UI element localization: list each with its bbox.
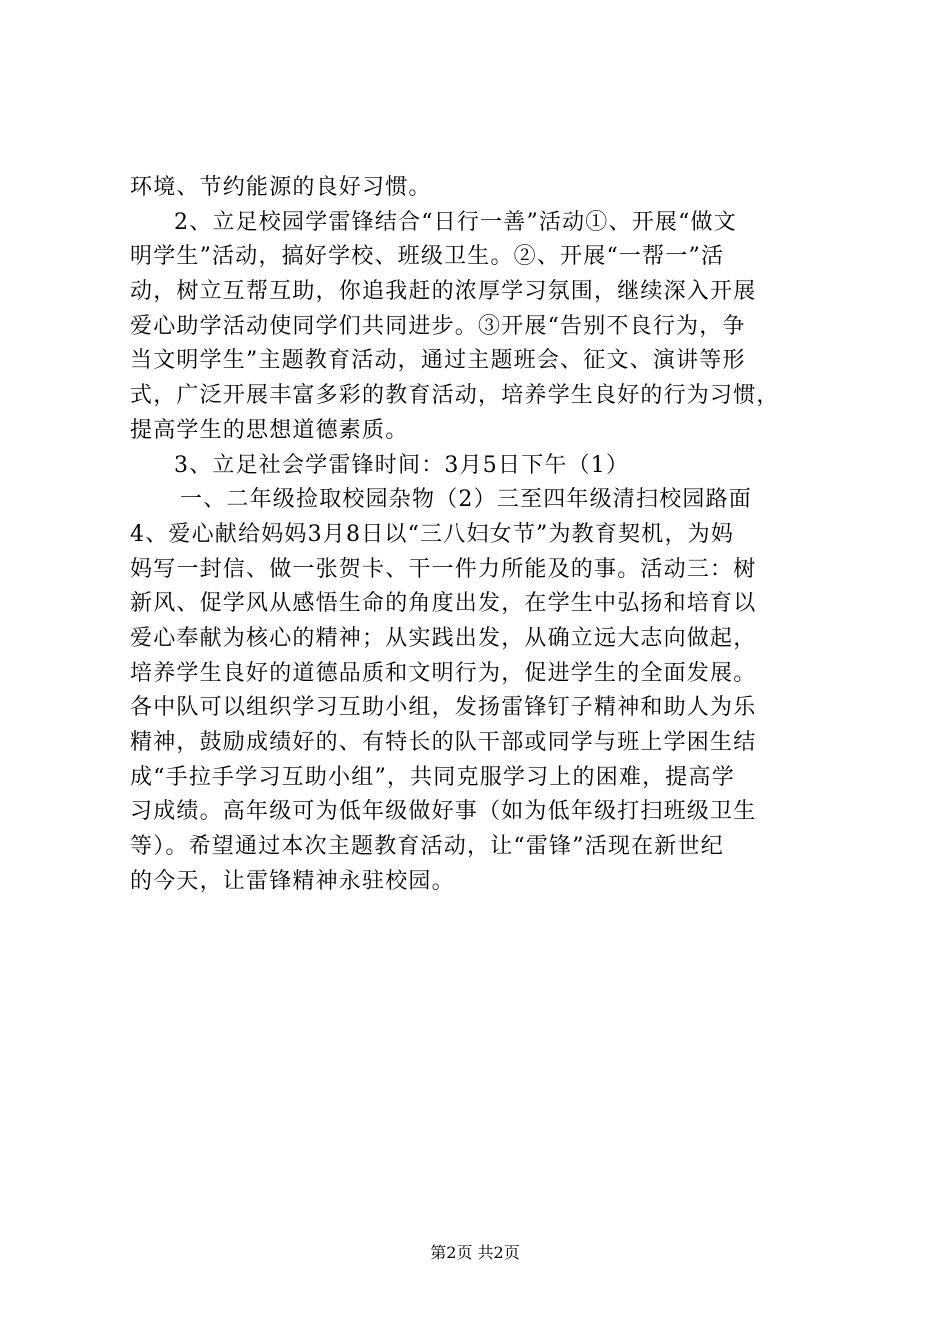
text-line: 精神，鼓励成绩好的、有特长的队干部或同学与班上学困生结 — [130, 730, 757, 755]
text-line: 3、立足社会学雷锋时间：3月5日下午（1） — [174, 452, 630, 478]
text-line: 成“手拉手学习互助小组”，共同克服学习上的困难，提高学 — [130, 764, 735, 790]
text-line: 爱心奉献为核心的精神；从实践出发，从确立远大志向做起， — [130, 625, 757, 651]
text-line: 各中队可以组织学习互助小组，发扬雷锋钉子精神和助人为乐 — [130, 695, 757, 721]
text-line: 爱心助学活动使同学们共同进步。③开展“告别不良行为，争 — [130, 313, 746, 339]
page-number-footer: 第2页 共2页 — [430, 1243, 520, 1262]
text-line: 习成绩。高年级可为低年级做好事（如为低年级打扫班级卫生 — [130, 799, 757, 825]
document-body — [130, 171, 830, 899]
text-line: 新风、促学风从感悟生命的角度出发，在学生中弘扬和培育以 — [130, 591, 757, 617]
text-line: 当文明学生”主题教育活动，通过主题班会、征文、演讲等形 — [130, 348, 746, 374]
text-line: 明学生”活动，搞好学校、班级卫生。②、开展“一帮一”活 — [130, 244, 725, 270]
text-line: 提高学生的思想道德素质。 — [130, 417, 409, 443]
text-line: 式，广泛开展丰富多彩的教育活动，培养学生良好的行为习惯， — [130, 383, 780, 409]
text-line: 妈写一封信、做一张贺卡、干一件力所能及的事。活动三：树 — [130, 556, 757, 582]
text-line: 动，树立互帮互助，你追我赶的浓厚学习氛围，继续深入开展 — [130, 279, 757, 305]
text-line: 环境、节约能源的良好习惯。 — [130, 175, 432, 200]
text-line: 的今天，让雷锋精神永驻校园。 — [130, 868, 455, 894]
text-line: 4、爱心献给妈妈3月8日以“三八妇女节”为教育契机，为妈 — [130, 521, 735, 547]
text-line: 等）。希望通过本次主题教育活动，让“雷锋”活现在新世纪 — [130, 834, 724, 860]
text-line: 2、立足校园学雷锋结合“日行一善”活动①、开展“做文 — [174, 209, 737, 235]
text-line: 一、二年级捡取校园杂物（2）三至四年级清扫校园路面 — [180, 487, 752, 513]
text-line: 培养学生良好的道德品质和文明行为，促进学生的全面发展。 — [130, 660, 757, 686]
